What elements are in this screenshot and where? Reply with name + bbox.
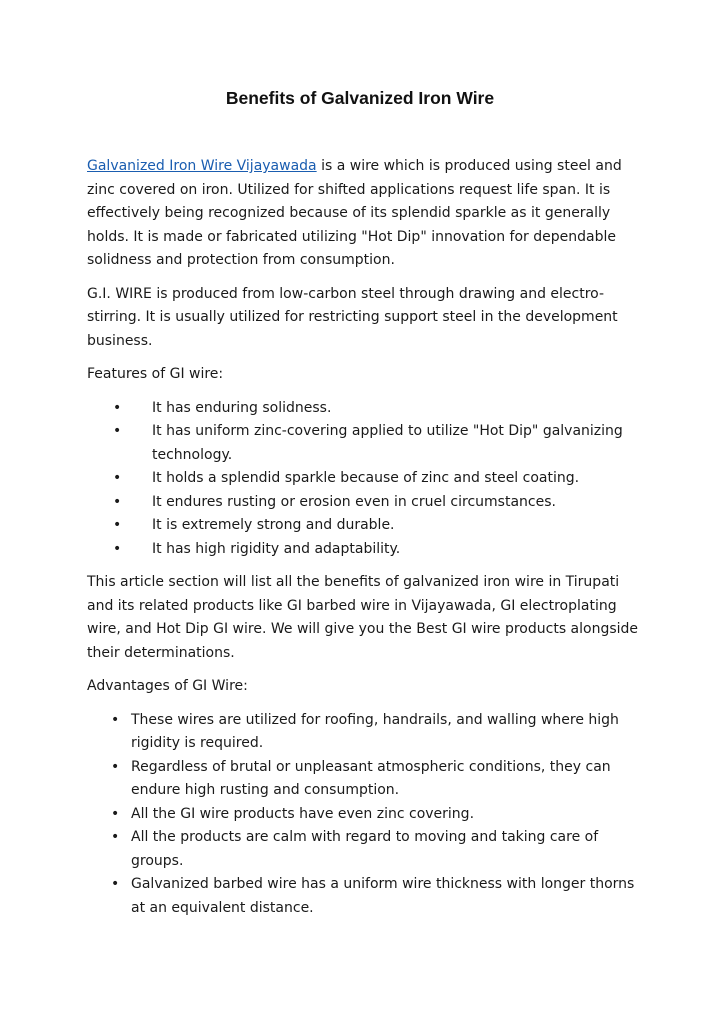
bullet-icon: • bbox=[111, 829, 120, 845]
gi-wire-paragraph: G.I. WIRE is produced from low-carbon steel through drawing and electro-stirring. It is usually utilized for restricting support steel in the development business. bbox=[87, 285, 618, 349]
bullet-icon: • bbox=[113, 399, 122, 416]
list-item: • All the products are calm with regard to moving and taking care of groups. bbox=[87, 826, 647, 873]
list-item: • These wires are utilized for roofing, handrails, and walling where high rigidity is required. bbox=[87, 709, 647, 756]
list-item: • Regardless of brutal or unpleasant atmospheric conditions, they can endure high rusting and consumption. bbox=[87, 756, 647, 803]
list-item: • It holds a splendid sparkle because of zinc and steel coating. bbox=[87, 467, 647, 491]
advantages-list bbox=[87, 709, 647, 921]
list-item: • It has high rigidity and adaptability. bbox=[87, 538, 647, 562]
list-item: • It has uniform zinc-covering applied to utilize "Hot Dip" galvanizing technology. bbox=[87, 420, 647, 467]
features-list bbox=[87, 397, 647, 562]
article-paragraph: This article section will list all the benefits of galvanized iron wire in Tirupati and its related products like GI barbed wire in Vijayawada, GI electroplating wire, and Hot Dip GI wire. We will give you the Best GI wire products alongside their determinations. bbox=[87, 574, 639, 661]
list-item: • Galvanized barbed wire has a uniform wire thickness with longer thorns at an equivalent distance. bbox=[87, 873, 647, 920]
intro-link[interactable]: Galvanized Iron Wire Vijayawada bbox=[87, 158, 317, 174]
bullet-icon: • bbox=[111, 758, 120, 775]
page-title: Benefits of Galvanized Iron Wire bbox=[225, 88, 495, 108]
advantages-heading: Advantages of GI Wire: bbox=[87, 678, 248, 694]
bullet-icon: • bbox=[113, 470, 122, 486]
list-item: • It is extremely strong and durable. bbox=[87, 514, 647, 538]
document-body bbox=[87, 155, 647, 930]
bullet-icon: • bbox=[111, 711, 120, 728]
bullet-icon: • bbox=[111, 876, 120, 892]
features-heading: Features of GI wire: bbox=[87, 366, 224, 382]
list-item: • It has enduring solidness. bbox=[87, 397, 647, 421]
bullet-icon: • bbox=[111, 805, 120, 822]
list-item: • All the GI wire products have even zinc covering. bbox=[87, 803, 647, 827]
list-item: • It endures rusting or erosion even in cruel circumstances. bbox=[87, 491, 647, 515]
bullet-icon: • bbox=[113, 517, 122, 533]
intro-paragraph bbox=[87, 155, 647, 273]
bullet-icon: • bbox=[113, 540, 122, 557]
bullet-icon: • bbox=[113, 493, 122, 510]
bullet-icon: • bbox=[113, 423, 122, 439]
intro-text: is a wire which is produced using steel and zinc covered on iron. Utilized for shifted applications request life span. It is effectively being recognized because of its splendid sparkle as it generally holds. It is made or fabricated utilizing "Hot Dip" innovation for dependable solidness and protection from consumption. bbox=[87, 158, 622, 268]
